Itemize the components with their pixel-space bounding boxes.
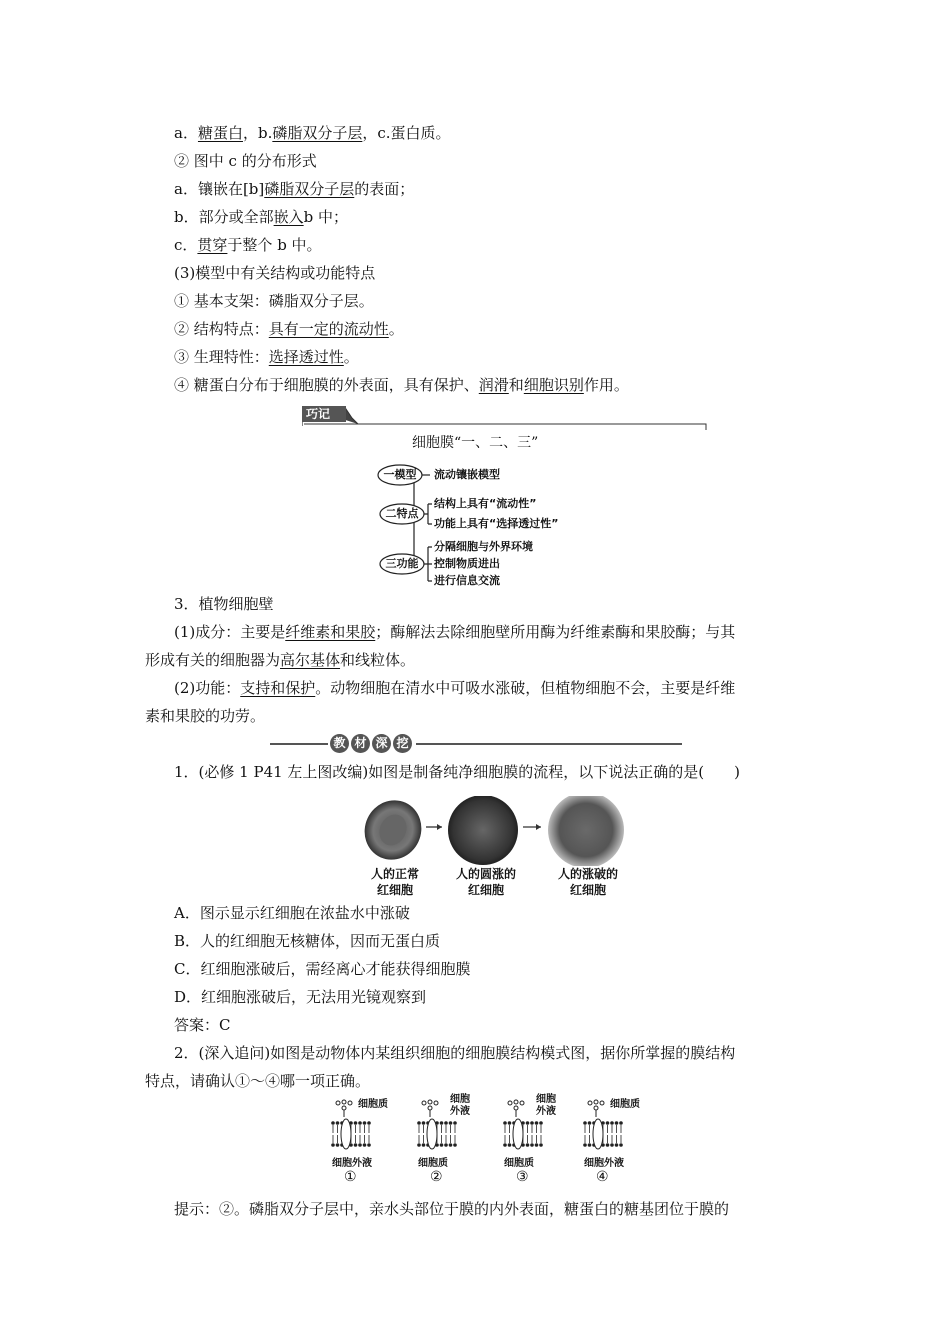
text: 。 — [343, 348, 359, 366]
underlined-term: 选择透过性 — [268, 348, 344, 366]
banner-char: 教 — [330, 734, 349, 753]
text: ，c.蛋白质。 — [362, 124, 451, 142]
diagram-number: ② — [430, 1169, 443, 1185]
line-4 — [174, 207, 348, 227]
text: b 中； — [303, 208, 348, 226]
section3-p2a — [174, 678, 735, 698]
caption-line: 红细胞 — [376, 883, 413, 897]
underlined-term: 磷脂双分子层 — [264, 180, 355, 198]
node-label-feature: 二特点 — [385, 507, 419, 520]
membrane-diagram — [416, 1094, 496, 1187]
node-item: 分隔细胞与外界环境 — [434, 540, 533, 553]
option-c: C．红细胞涨破后，需经离心才能获得细胞膜 — [174, 960, 471, 978]
node-item: 控制物质进出 — [434, 557, 500, 570]
diagram-number: ① — [344, 1169, 357, 1185]
line-2: ② 图中 c 的分布形式 — [174, 152, 317, 170]
line-7: ① 基本支架：磷脂双分子层。 — [174, 292, 374, 310]
q2-stem-2: 特点，请确认①～④哪一项正确。 — [145, 1072, 371, 1090]
membrane-bottom-label: 细胞外液 — [332, 1158, 372, 1169]
membrane-top-label: 细胞质 — [610, 1099, 640, 1110]
text: 的表面； — [354, 180, 415, 198]
section3-title: 3．植物细胞壁 — [174, 595, 274, 613]
caption-line: 人的圆涨的 — [455, 867, 516, 881]
mnemonic-tag: 巧记 — [306, 407, 331, 421]
caption-3 — [548, 866, 628, 898]
text: 于整个 b 中。 — [227, 236, 322, 254]
diagram-number: ④ — [596, 1169, 609, 1185]
text: ② 结构特点： — [174, 320, 269, 338]
caption-1 — [360, 866, 430, 898]
caption-line: 红细胞 — [467, 883, 504, 897]
node-label-model: 一模型 — [383, 468, 417, 481]
underlined-term: 嵌入 — [273, 208, 304, 226]
text: 。动物细胞在清水中可吸水涨破，但植物细胞不会，主要是纤维 — [315, 679, 736, 697]
underlined-term: 贯穿 — [197, 236, 228, 254]
diagram-number: ③ — [516, 1169, 529, 1185]
section3-p1b — [145, 650, 415, 670]
membrane-top-label: 细胞外液 — [536, 1094, 556, 1117]
membrane-diagram — [502, 1094, 582, 1187]
text: (1)成分：主要是 — [174, 623, 286, 641]
banner-char: 深 — [372, 734, 391, 753]
text: ③ 生理特性： — [174, 348, 269, 366]
mnemonic-title: 细胞膜“一、二、三” — [412, 435, 539, 451]
option-d: D．红细胞涨破后，无法用光镜观察到 — [174, 988, 427, 1006]
text: 形成有关的细胞器为 — [145, 651, 281, 669]
swollen-red-cell — [448, 796, 518, 865]
section3-p2b: 素和果胶的功劳。 — [145, 707, 266, 725]
text: a． — [174, 124, 198, 142]
underlined-term: 高尔基体 — [280, 651, 341, 669]
membrane-bottom-label: 细胞外液 — [584, 1158, 624, 1169]
banner-chars — [330, 734, 412, 753]
text: (2)功能： — [174, 679, 241, 697]
node-item: 流动镶嵌模型 — [434, 468, 500, 481]
banner-rule-right — [416, 743, 682, 745]
membrane-top-label: 细胞外液 — [450, 1094, 470, 1117]
line-8 — [174, 319, 404, 339]
underlined-term: 磷脂双分子层 — [272, 124, 363, 142]
underlined-term: 支持和保护 — [240, 679, 316, 697]
section-banner — [270, 734, 682, 754]
caption-line: 红细胞 — [569, 883, 606, 897]
membrane-diagram — [330, 1097, 410, 1187]
text: 和线粒体。 — [340, 651, 416, 669]
q2-hint: 提示：②。磷脂双分子层中，亲水头部位于膜的内外表面，糖蛋白的糖基团位于膜的 — [174, 1200, 730, 1218]
option-a: A．图示显示红细胞在浓盐水中涨破 — [174, 904, 410, 922]
line-6: (3)模型中有关结构或功能特点 — [174, 264, 376, 282]
q1-stem: 1．(必修 1 P41 左上图改编)如图是制备纯净细胞膜的流程，以下说法正确的是( ) — [174, 763, 740, 781]
line-5 — [174, 235, 322, 255]
mnemonic-box — [302, 406, 710, 590]
text: 作用。 — [583, 376, 629, 394]
node-item: 进行信息交流 — [434, 574, 500, 587]
membrane-diagram — [582, 1097, 662, 1187]
text: ，b. — [242, 124, 273, 142]
node-item: 功能上具有“选择透过性” — [434, 517, 559, 530]
section3-p1a — [174, 622, 735, 642]
red-cell-figure — [360, 796, 630, 866]
text: 和 — [508, 376, 524, 394]
underlined-term: 细胞识别 — [523, 376, 584, 394]
membrane-bottom-label: 细胞质 — [418, 1158, 448, 1169]
node-label-function: 三功能 — [385, 557, 419, 570]
line-9 — [174, 347, 359, 367]
line-3 — [174, 179, 414, 199]
underlined-term: 具有一定的流动性 — [268, 320, 389, 338]
membrane-bottom-label: 细胞质 — [504, 1158, 534, 1169]
underlined-term: 纤维素和果胶 — [285, 623, 376, 641]
banner-rule-left — [270, 743, 328, 745]
option-b: B．人的红细胞无核糖体，因而无蛋白质 — [174, 932, 441, 950]
text: ④ 糖蛋白分布于细胞膜的外表面，具有保护、 — [174, 376, 479, 394]
text: 。 — [388, 320, 404, 338]
text: b．部分或全部 — [174, 208, 274, 226]
line-1 — [174, 123, 451, 143]
caption-line: 人的正常 — [370, 867, 419, 881]
q2-stem-1: 2．(深入追问)如图是动物体内某组织细胞的细胞膜结构模式图，据你所掌握的膜结构 — [174, 1044, 736, 1062]
membrane-diagrams — [330, 1094, 660, 1187]
underlined-term: 润滑 — [478, 376, 509, 394]
underlined-term: 糖蛋白 — [197, 124, 243, 142]
caption-line: 人的涨破的 — [557, 867, 618, 881]
banner-char: 材 — [351, 734, 370, 753]
membrane-top-label: 细胞质 — [358, 1099, 388, 1110]
answer: 答案：C — [174, 1016, 231, 1034]
text: ；酶解法去除细胞壁所用酶为纤维素酶和果胶酶；与其 — [375, 623, 736, 641]
text: c． — [174, 236, 198, 254]
node-item: 结构上具有“流动性” — [434, 497, 537, 510]
caption-2 — [446, 866, 526, 898]
line-10 — [174, 375, 629, 395]
text: a．镶嵌在[b] — [174, 180, 265, 198]
banner-char: 挖 — [393, 734, 412, 753]
